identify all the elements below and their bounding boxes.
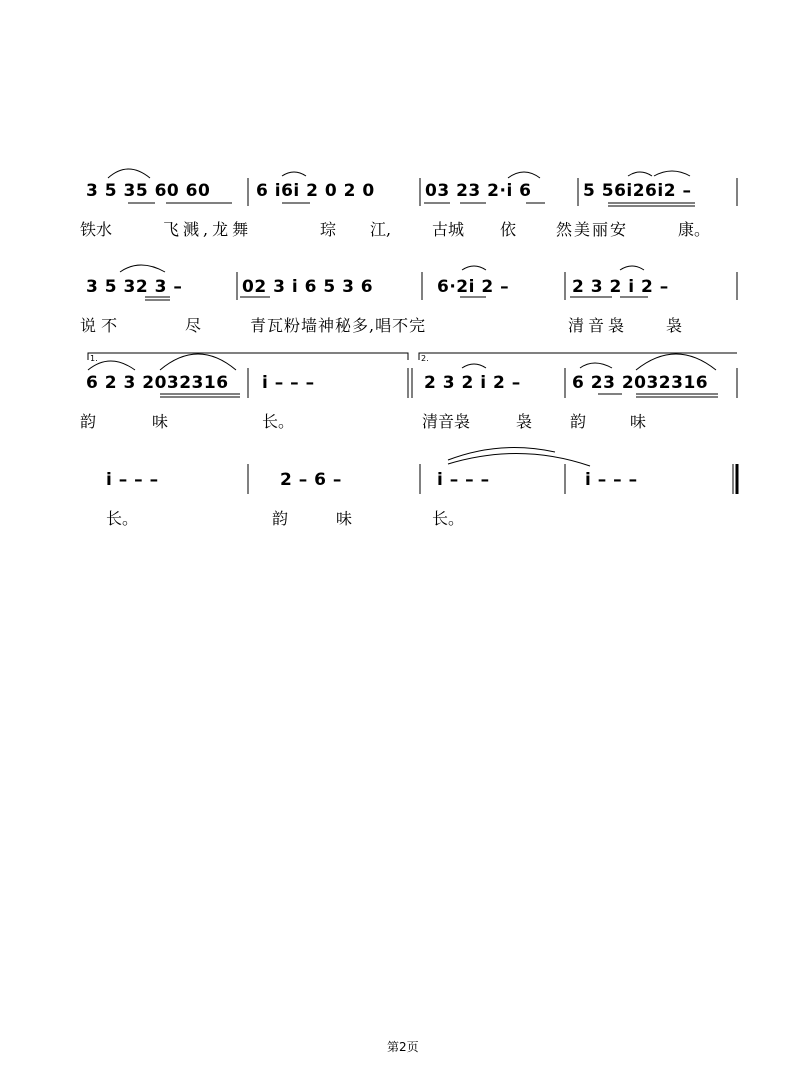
slur [160,354,236,370]
measure: 6 2 3 2032316 [86,373,229,393]
measure: i – – – [262,373,315,393]
lyric: 味 [152,412,169,431]
ending-label-1: 1. [90,354,98,363]
measure: 02 3 i 6 5 3 6 [242,277,374,297]
lyric: 青瓦粉墙神秘多,唱不完 [250,316,427,335]
page-number: 第2页 [387,1040,419,1054]
ending-label-2: 2. [421,354,429,363]
measure: 2 3 2 i 2 – [424,373,521,393]
measure: 03 23 2·i 6 [425,181,532,201]
slur [654,171,690,176]
measure: i – – – [106,470,159,490]
tie [448,453,590,466]
lyric: 长。 [432,509,465,528]
lyric: 说 不 [80,316,118,335]
lyric: 尽 [185,316,202,335]
lyric: 韵 [570,412,587,431]
measure: 2 3 2 i 2 – [572,277,669,297]
slur [462,266,486,270]
ending-bracket-1 [88,353,408,360]
slur [620,266,644,270]
measure: 3 5 32 3 – [86,277,183,297]
lyric: 长。 [106,509,139,528]
lyric: 清音袅 [568,316,629,335]
slur [282,172,306,176]
lyric: 韵 [80,412,97,431]
lyric: 然美丽安 [556,220,629,239]
measure: 6 i6i 2 0 2 0 [256,181,375,201]
slur [120,265,165,272]
measure: 5 56i26i2 – [583,181,692,201]
measure: 6 23 2032316 [572,373,709,393]
slur [508,172,540,178]
lyric: 味 [336,509,353,528]
lyric: 袅 [516,412,533,431]
lyric: 铁水 [80,220,113,239]
measure: 6·2i 2 – [437,277,510,297]
slur [636,354,716,370]
lyric: 古城 [432,220,465,239]
ending-bracket-2 [419,353,737,360]
lyric: 康。 [678,220,711,239]
lyric: 清音袅 [422,412,471,431]
lyric: 江, [370,220,392,239]
lyric: 长。 [262,412,295,431]
lyric: 韵 [272,509,289,528]
measure: i – – – [585,470,638,490]
slur [108,169,150,178]
lyric: 琮 [320,220,337,239]
slur [628,172,652,176]
measure: 3 5 35 60 60 [86,181,211,201]
slur [580,363,612,368]
lyric: 依 [500,220,517,239]
lyric: 味 [630,412,647,431]
measure: 2 – 6 – [280,470,342,490]
lyric: 飞溅,龙舞 [163,220,253,239]
measure: i – – – [437,470,490,490]
lyric: 袅 [666,316,683,335]
slur [462,364,486,368]
